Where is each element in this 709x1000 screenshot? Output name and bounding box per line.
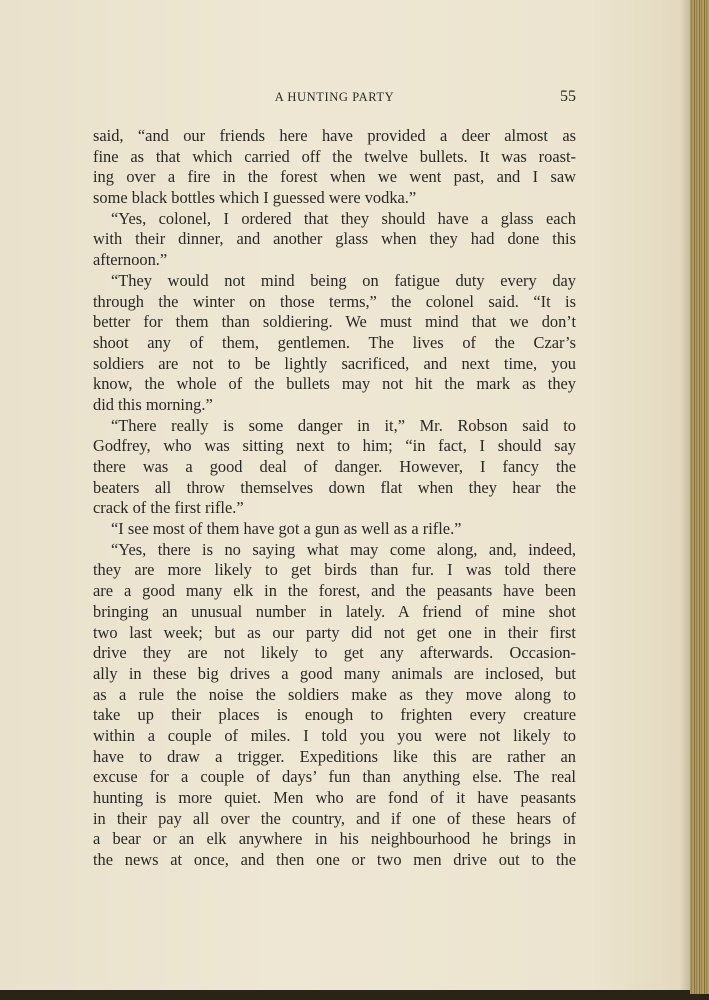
text-line: beaters all throw themselves down flat when they hear the: [93, 477, 576, 497]
text-line: have to draw a trigger. Expeditions like this are rather an: [93, 746, 576, 766]
text-line: they are more likely to get birds than fur. I was told there: [93, 560, 576, 580]
text-line: “Yes, there is no saying what may come along, and, indeed,: [111, 539, 576, 559]
text-line: within a couple of miles. I told you you were not likely to: [93, 725, 576, 745]
text-line: crack of the first rifle.”: [93, 498, 244, 518]
body-text: [93, 126, 576, 871]
text-line: excuse for a couple of days’ fun than anything else. The real: [93, 767, 576, 787]
text-line: the news at once, and then one or two men drive out to the: [93, 850, 576, 870]
text-line: drive they are not likely to get any afterwards. Occasion-: [93, 643, 576, 663]
text-line: some black bottles which I guessed were vodka.”: [93, 188, 417, 208]
text-line: with their dinner, and another glass when they had done this: [93, 229, 576, 249]
text-line: better for them than soldiering. We must mind that we don’t: [93, 312, 576, 332]
text-line: know, the whole of the bullets may not hit the mark as they: [93, 374, 576, 394]
running-head: A HUNTING PARTY: [274, 90, 395, 104]
text-line: soldiers are not to be lightly sacrificed, and next time, you: [93, 353, 576, 373]
page-number: 55: [560, 88, 576, 105]
text-line: “Yes, colonel, I ordered that they should have a glass each: [111, 208, 576, 228]
text-line: did this morning.”: [93, 394, 213, 414]
bottom-border: [0, 994, 709, 1000]
text-line: take up their places is enough to frighten every creature: [93, 705, 576, 725]
text-line: there was a good deal of danger. However, I fancy the: [93, 457, 576, 476]
text-line: hunting is more quiet. Men who are fond of it have peasants: [93, 788, 576, 807]
page-edge-stack: [690, 0, 709, 1000]
text-line: afternoon.”: [93, 250, 168, 270]
text-line: fine as that which carried off the twelve bullets. It was roast-: [93, 146, 576, 166]
text-line: “I see most of them have got a gun as well as a rifle.”: [111, 519, 462, 539]
text-line: ing over a fire in the forest when we went past, and I saw: [93, 167, 576, 187]
text-line: ally in these big drives a good many animals are inclosed, but: [93, 663, 576, 683]
text-line: bringing an unusual number in lately. A friend of mine shot: [93, 601, 576, 621]
text-line: are a good many elk in the forest, and the peasants have been: [93, 581, 576, 601]
text-line: as a rule the noise the soldiers make as they move along to: [93, 684, 576, 704]
text-line: “There really is some danger in it,” Mr. Robson said to: [111, 415, 576, 435]
text-line: shoot any of them, gentlemen. The lives of the Czar’s: [93, 332, 576, 352]
page-header: [93, 90, 576, 110]
text-line: Godfrey, who was sitting next to him; “in fact, I should say: [93, 436, 576, 456]
text-line: “They would not mind being on fatigue duty every day: [111, 270, 576, 290]
text-line: in their pay all over the country, and if one of these hears of: [93, 808, 576, 828]
text-line: through the winter on those terms,” the colonel said. “It is: [93, 291, 576, 311]
text-line: said, “and our friends here have provided a deer almost as: [93, 126, 576, 145]
text-line: two last week; but as our party did not get one in their first: [93, 622, 576, 642]
text-line: a bear or an elk anywhere in his neighbourhood he brings in: [93, 829, 576, 849]
